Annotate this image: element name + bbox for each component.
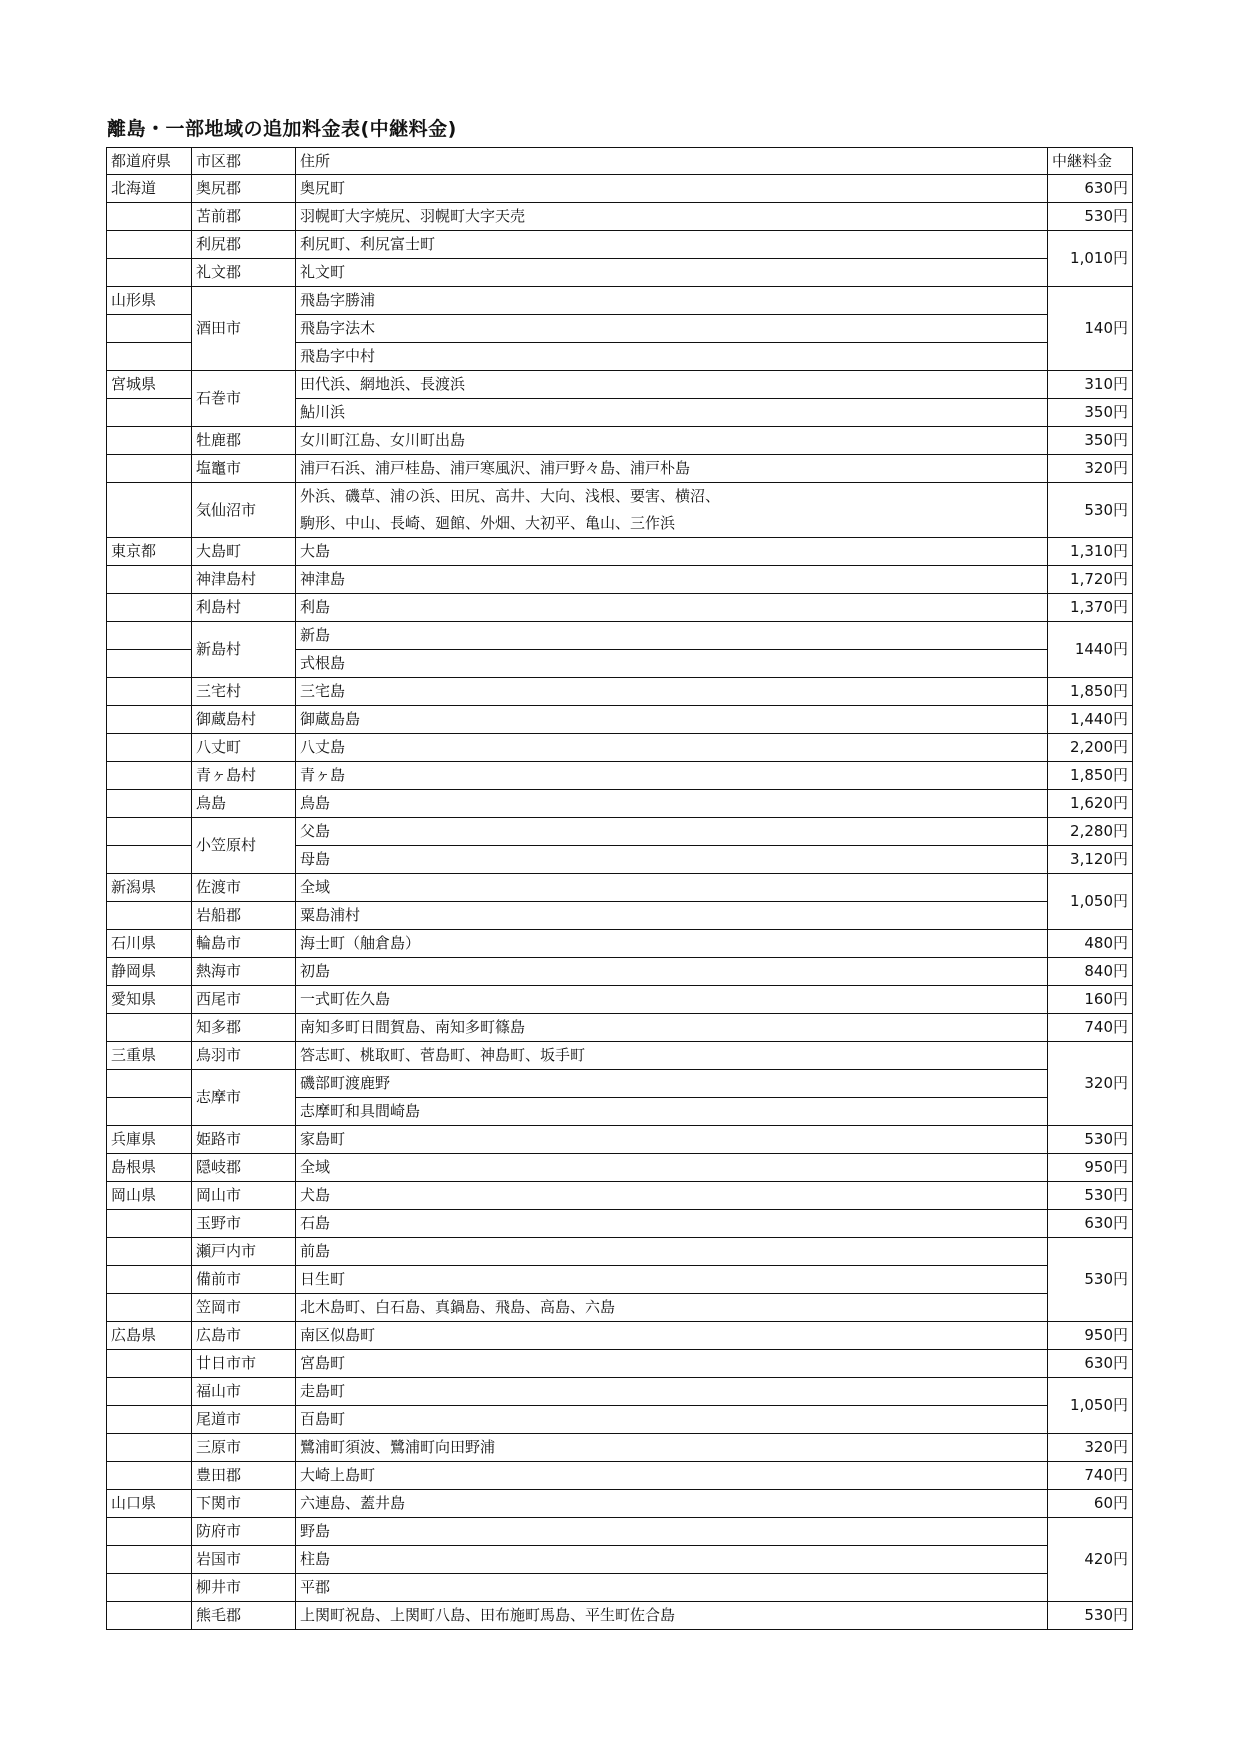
- cell-address: 飛島字勝浦: [296, 287, 1048, 315]
- table-row: [107, 175, 1133, 203]
- table-row: [107, 622, 1133, 650]
- cell-city: 大島町: [192, 538, 296, 566]
- cell-address: 奥尻町: [296, 175, 1048, 203]
- cell-city: 下関市: [192, 1490, 296, 1518]
- table-row: [107, 1602, 1133, 1630]
- cell-fee: 2,200円: [1048, 734, 1133, 762]
- cell-address: 田代浜、網地浜、長渡浜: [296, 371, 1048, 399]
- cell-address: 全域: [296, 1154, 1048, 1182]
- cell-prefecture: 宮城県: [107, 371, 192, 399]
- cell-prefecture: [107, 622, 192, 650]
- cell-fee: 530円: [1048, 1602, 1133, 1630]
- cell-city: 石巻市: [192, 371, 296, 427]
- table-row: [107, 1378, 1133, 1406]
- cell-address: 利尻町、利尻富士町: [296, 231, 1048, 259]
- cell-fee: 1,010円: [1048, 231, 1133, 287]
- cell-fee: 350円: [1048, 427, 1133, 455]
- table-row: [107, 1434, 1133, 1462]
- cell-address: 八丈島: [296, 734, 1048, 762]
- cell-prefecture: 兵庫県: [107, 1126, 192, 1154]
- cell-address: 鳥島: [296, 790, 1048, 818]
- header-prefecture: 都道府県: [107, 148, 192, 175]
- table-row: [107, 259, 1133, 287]
- cell-prefecture: 東京都: [107, 538, 192, 566]
- table-row: [107, 762, 1133, 790]
- cell-prefecture: [107, 1462, 192, 1490]
- cell-prefecture: [107, 1266, 192, 1294]
- cell-fee: 1,050円: [1048, 874, 1133, 930]
- cell-address: 柱島: [296, 1546, 1048, 1574]
- cell-address: 日生町: [296, 1266, 1048, 1294]
- cell-address: 三宅島: [296, 678, 1048, 706]
- cell-city: 玉野市: [192, 1210, 296, 1238]
- cell-address: 南区似島町: [296, 1322, 1048, 1350]
- cell-city: 神津島村: [192, 566, 296, 594]
- cell-address: 初島: [296, 958, 1048, 986]
- address-line: 外浜、磯草、浦の浜、田尻、高井、大向、浅根、要害、横沼、: [300, 487, 721, 505]
- cell-address: 新島: [296, 622, 1048, 650]
- table-row: [107, 203, 1133, 231]
- table-row: [107, 1546, 1133, 1574]
- table-row: [107, 930, 1133, 958]
- cell-prefecture: [107, 1350, 192, 1378]
- table-body: [107, 175, 1133, 1630]
- cell-prefecture: [107, 315, 192, 343]
- table-row: [107, 1070, 1133, 1098]
- cell-fee: 1,850円: [1048, 678, 1133, 706]
- cell-fee: 530円: [1048, 1182, 1133, 1210]
- cell-prefecture: [107, 1602, 192, 1630]
- cell-city: 柳井市: [192, 1574, 296, 1602]
- cell-prefecture: 島根県: [107, 1154, 192, 1182]
- cell-city: 志摩市: [192, 1070, 296, 1126]
- cell-city: 瀬戸内市: [192, 1238, 296, 1266]
- cell-prefecture: [107, 902, 192, 930]
- cell-prefecture: [107, 1294, 192, 1322]
- cell-prefecture: [107, 1574, 192, 1602]
- cell-prefecture: [107, 1210, 192, 1238]
- cell-prefecture: [107, 455, 192, 483]
- address-line: 駒形、中山、長崎、廻館、外畑、大初平、亀山、三作浜: [300, 514, 676, 532]
- cell-address: 女川町江島、女川町出島: [296, 427, 1048, 455]
- cell-fee: 630円: [1048, 1350, 1133, 1378]
- cell-fee: 1,370円: [1048, 594, 1133, 622]
- cell-prefecture: [107, 594, 192, 622]
- table-row: [107, 1266, 1133, 1294]
- cell-city: 三原市: [192, 1434, 296, 1462]
- table-row: [107, 678, 1133, 706]
- cell-city: 豊田郡: [192, 1462, 296, 1490]
- cell-address: 六連島、蓋井島: [296, 1490, 1048, 1518]
- table-row: [107, 790, 1133, 818]
- cell-address: 答志町、桃取町、菅島町、神島町、坂手町: [296, 1042, 1048, 1070]
- cell-address: 粟島浦村: [296, 902, 1048, 930]
- cell-address: 野島: [296, 1518, 1048, 1546]
- cell-address: 上関町祝島、上関町八島、田布施町馬島、平生町佐合島: [296, 1602, 1048, 1630]
- cell-city: 気仙沼市: [192, 483, 296, 538]
- cell-prefecture: [107, 259, 192, 287]
- table-row: [107, 1182, 1133, 1210]
- cell-prefecture: 広島県: [107, 1322, 192, 1350]
- cell-fee: 3,120円: [1048, 846, 1133, 874]
- cell-city: 隠岐郡: [192, 1154, 296, 1182]
- table-row: [107, 287, 1133, 315]
- cell-city: 岩船郡: [192, 902, 296, 930]
- cell-fee: 950円: [1048, 1322, 1133, 1350]
- cell-address: 磯部町渡鹿野: [296, 1070, 1048, 1098]
- cell-prefecture: [107, 1014, 192, 1042]
- cell-fee: 1440円: [1048, 622, 1133, 678]
- table-row: [107, 1462, 1133, 1490]
- cell-fee: 320円: [1048, 1434, 1133, 1462]
- cell-fee: 140円: [1048, 287, 1133, 371]
- table-row: [107, 1490, 1133, 1518]
- cell-prefecture: [107, 818, 192, 846]
- cell-city: 利島村: [192, 594, 296, 622]
- cell-address: 利島: [296, 594, 1048, 622]
- cell-city: 輪島市: [192, 930, 296, 958]
- header-city: 市区郡: [192, 148, 296, 175]
- table-row: [107, 1294, 1133, 1322]
- table-row: [107, 706, 1133, 734]
- cell-fee: 2,280円: [1048, 818, 1133, 846]
- cell-fee: 350円: [1048, 399, 1133, 427]
- cell-address: 礼文町: [296, 259, 1048, 287]
- cell-prefecture: 石川県: [107, 930, 192, 958]
- table-row: [107, 902, 1133, 930]
- cell-fee: 1,310円: [1048, 538, 1133, 566]
- cell-city: 防府市: [192, 1518, 296, 1546]
- cell-address: 鷺浦町須波、鷺浦町向田野浦: [296, 1434, 1048, 1462]
- table-row: [107, 371, 1133, 399]
- cell-address: 飛島字法木: [296, 315, 1048, 343]
- cell-address: 鮎川浜: [296, 399, 1048, 427]
- cell-prefecture: [107, 566, 192, 594]
- cell-fee: 310円: [1048, 371, 1133, 399]
- cell-prefecture: [107, 203, 192, 231]
- cell-prefecture: 三重県: [107, 1042, 192, 1070]
- cell-prefecture: [107, 1406, 192, 1434]
- cell-fee: 950円: [1048, 1154, 1133, 1182]
- cell-prefecture: [107, 1070, 192, 1098]
- cell-city: 八丈町: [192, 734, 296, 762]
- cell-city: 西尾市: [192, 986, 296, 1014]
- cell-prefecture: 新潟県: [107, 874, 192, 902]
- cell-city: 三宅村: [192, 678, 296, 706]
- table-row: [107, 874, 1133, 902]
- cell-address: 家島町: [296, 1126, 1048, 1154]
- cell-city: 塩竈市: [192, 455, 296, 483]
- cell-city: 奥尻郡: [192, 175, 296, 203]
- cell-prefecture: [107, 483, 192, 538]
- cell-fee: 60円: [1048, 1490, 1133, 1518]
- cell-city: 御蔵島村: [192, 706, 296, 734]
- table-row: [107, 1406, 1133, 1434]
- cell-city: 青ヶ島村: [192, 762, 296, 790]
- cell-prefecture: 岡山県: [107, 1182, 192, 1210]
- table-header-row: [107, 148, 1133, 175]
- cell-city: 廿日市市: [192, 1350, 296, 1378]
- cell-fee: 530円: [1048, 203, 1133, 231]
- cell-address: 南知多町日間賀島、南知多町篠島: [296, 1014, 1048, 1042]
- cell-prefecture: [107, 790, 192, 818]
- cell-address: 前島: [296, 1238, 1048, 1266]
- table-row: [107, 1518, 1133, 1546]
- cell-city: 笠岡市: [192, 1294, 296, 1322]
- cell-city: 尾道市: [192, 1406, 296, 1434]
- cell-city: 佐渡市: [192, 874, 296, 902]
- table-row: [107, 1238, 1133, 1266]
- table-row: [107, 231, 1133, 259]
- cell-city: 岩国市: [192, 1546, 296, 1574]
- header-address: 住所: [296, 148, 1048, 175]
- cell-fee: 1,720円: [1048, 566, 1133, 594]
- cell-fee: 1,440円: [1048, 706, 1133, 734]
- cell-address: 走島町: [296, 1378, 1048, 1406]
- cell-address: 式根島: [296, 650, 1048, 678]
- cell-address: 百島町: [296, 1406, 1048, 1434]
- table-row: [107, 1574, 1133, 1602]
- cell-fee: 740円: [1048, 1014, 1133, 1042]
- cell-address: 全域: [296, 874, 1048, 902]
- cell-address: 北木島町、白石島、真鍋島、飛島、高島、六島: [296, 1294, 1048, 1322]
- table-row: [107, 1322, 1133, 1350]
- cell-prefecture: [107, 706, 192, 734]
- cell-city: 熱海市: [192, 958, 296, 986]
- cell-city: 岡山市: [192, 1182, 296, 1210]
- header-fee: 中継料金: [1048, 148, 1133, 175]
- table-row: [107, 538, 1133, 566]
- cell-fee: 320円: [1048, 455, 1133, 483]
- table-row: [107, 986, 1133, 1014]
- cell-fee: 740円: [1048, 1462, 1133, 1490]
- cell-address: [296, 483, 1048, 538]
- cell-fee: 530円: [1048, 1238, 1133, 1322]
- cell-fee: 530円: [1048, 1126, 1133, 1154]
- cell-prefecture: [107, 846, 192, 874]
- cell-prefecture: [107, 399, 192, 427]
- cell-prefecture: [107, 1378, 192, 1406]
- table-row: [107, 1126, 1133, 1154]
- cell-prefecture: [107, 762, 192, 790]
- cell-address: 海士町（舳倉島）: [296, 930, 1048, 958]
- cell-city: 姫路市: [192, 1126, 296, 1154]
- table-row: [107, 1350, 1133, 1378]
- cell-address: 一式町佐久島: [296, 986, 1048, 1014]
- cell-prefecture: [107, 231, 192, 259]
- cell-fee: 630円: [1048, 1210, 1133, 1238]
- cell-address: 大崎上島町: [296, 1462, 1048, 1490]
- cell-prefecture: [107, 1434, 192, 1462]
- table-row: [107, 1042, 1133, 1070]
- cell-city: 利尻郡: [192, 231, 296, 259]
- table-row: [107, 1210, 1133, 1238]
- cell-address: 浦戸石浜、浦戸桂島、浦戸寒風沢、浦戸野々島、浦戸朴島: [296, 455, 1048, 483]
- cell-fee: 1,850円: [1048, 762, 1133, 790]
- cell-address: 父島: [296, 818, 1048, 846]
- cell-prefecture: 静岡県: [107, 958, 192, 986]
- cell-fee: 630円: [1048, 175, 1133, 203]
- cell-city: 酒田市: [192, 287, 296, 371]
- cell-fee: 480円: [1048, 930, 1133, 958]
- cell-fee: 1,620円: [1048, 790, 1133, 818]
- cell-prefecture: 愛知県: [107, 986, 192, 1014]
- table-row: [107, 566, 1133, 594]
- cell-city: 礼文郡: [192, 259, 296, 287]
- table-row: [107, 594, 1133, 622]
- cell-city: 熊毛郡: [192, 1602, 296, 1630]
- cell-address: 羽幌町大字焼尻、羽幌町大字天売: [296, 203, 1048, 231]
- cell-prefecture: 山口県: [107, 1490, 192, 1518]
- table-row: [107, 427, 1133, 455]
- cell-address: 石島: [296, 1210, 1048, 1238]
- cell-city: 福山市: [192, 1378, 296, 1406]
- cell-fee: 320円: [1048, 1042, 1133, 1126]
- cell-address: 飛島字中村: [296, 343, 1048, 371]
- cell-prefecture: [107, 1098, 192, 1126]
- cell-city: 苫前郡: [192, 203, 296, 231]
- cell-prefecture: [107, 343, 192, 371]
- cell-city: 小笠原村: [192, 818, 296, 874]
- cell-fee: 1,050円: [1048, 1378, 1133, 1434]
- table-row: [107, 734, 1133, 762]
- cell-fee: 420円: [1048, 1518, 1133, 1602]
- table-row: [107, 1154, 1133, 1182]
- cell-city: 備前市: [192, 1266, 296, 1294]
- surcharge-table: [106, 147, 1133, 1630]
- cell-city: 広島市: [192, 1322, 296, 1350]
- cell-address: 御蔵島島: [296, 706, 1048, 734]
- cell-city: 知多郡: [192, 1014, 296, 1042]
- table-row: [107, 455, 1133, 483]
- cell-prefecture: 山形県: [107, 287, 192, 315]
- table-row: [107, 1014, 1133, 1042]
- page-title: 離島・一部地域の追加料金表(中継料金): [107, 118, 457, 140]
- cell-prefecture: [107, 734, 192, 762]
- cell-address: 犬島: [296, 1182, 1048, 1210]
- cell-city: 鳥島: [192, 790, 296, 818]
- cell-address: 青ヶ島: [296, 762, 1048, 790]
- cell-fee: 530円: [1048, 483, 1133, 538]
- cell-prefecture: 北海道: [107, 175, 192, 203]
- cell-prefecture: [107, 1518, 192, 1546]
- cell-address: 平郡: [296, 1574, 1048, 1602]
- cell-prefecture: [107, 650, 192, 678]
- cell-address: 母島: [296, 846, 1048, 874]
- cell-city: 牡鹿郡: [192, 427, 296, 455]
- cell-address: 大島: [296, 538, 1048, 566]
- cell-fee: 160円: [1048, 986, 1133, 1014]
- cell-city: 新島村: [192, 622, 296, 678]
- cell-fee: 840円: [1048, 958, 1133, 986]
- cell-prefecture: [107, 1238, 192, 1266]
- cell-city: 鳥羽市: [192, 1042, 296, 1070]
- cell-address: 宮島町: [296, 1350, 1048, 1378]
- table-row: [107, 818, 1133, 846]
- cell-prefecture: [107, 427, 192, 455]
- table-row: [107, 958, 1133, 986]
- cell-address: 志摩町和具間崎島: [296, 1098, 1048, 1126]
- cell-prefecture: [107, 1546, 192, 1574]
- cell-prefecture: [107, 678, 192, 706]
- table-row: [107, 483, 1133, 538]
- cell-address: 神津島: [296, 566, 1048, 594]
